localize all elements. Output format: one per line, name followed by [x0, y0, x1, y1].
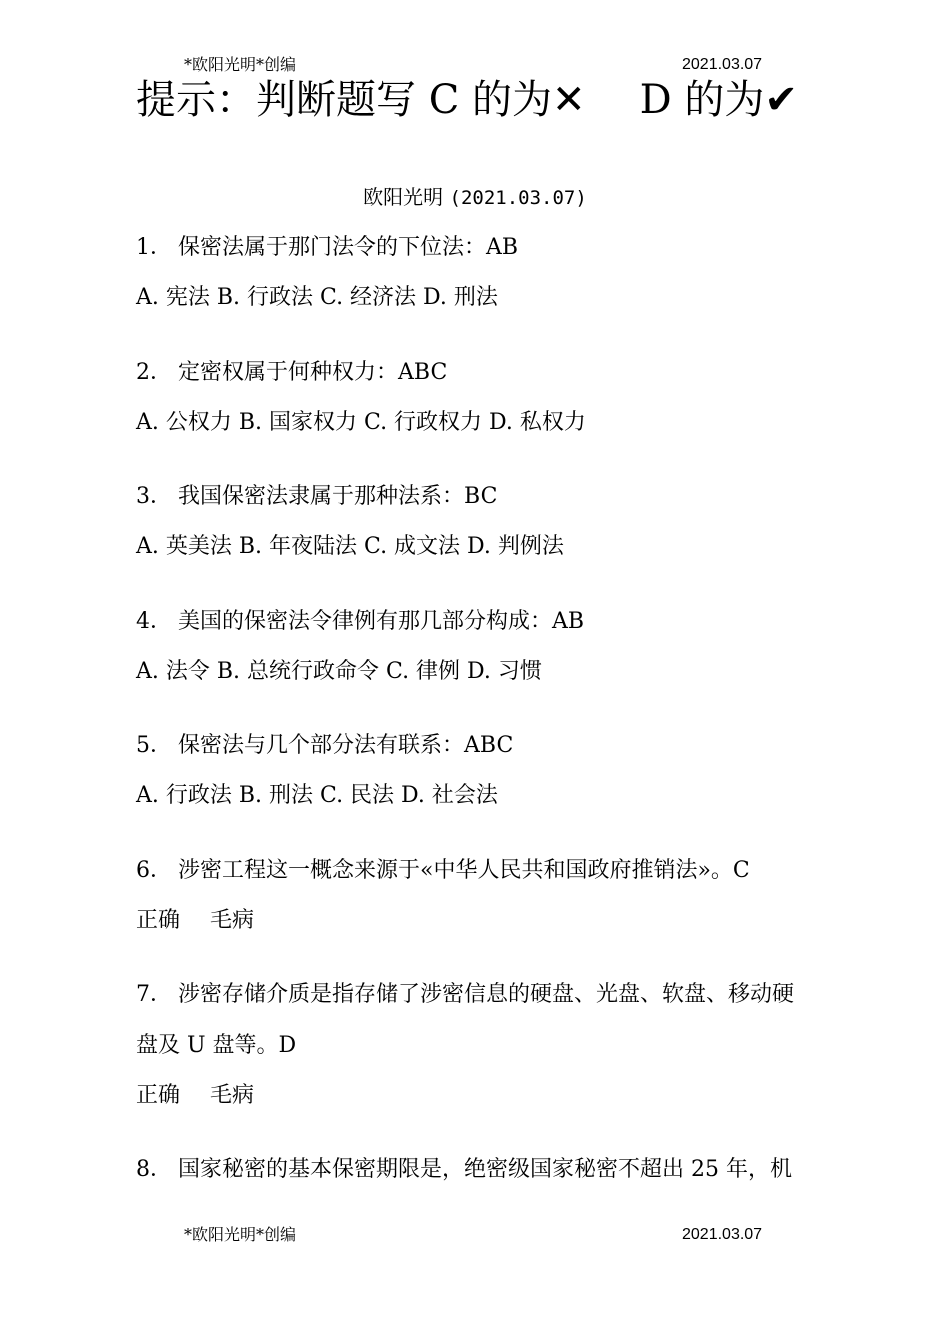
question-7 — [136, 980, 794, 1010]
question-8 — [136, 1155, 792, 1185]
question-4 — [136, 607, 584, 637]
question-number: 4． — [136, 609, 172, 634]
question-text: 保密法属于那门法令的下位法：AB — [178, 235, 519, 260]
question-2-options: A. 公权力 B. 国家权力 C. 行政权力 D. 私权力 — [136, 410, 586, 435]
question-number: 2． — [136, 360, 172, 385]
question-3 — [136, 482, 497, 512]
question-text: 国家秘密的基本保密期限是，绝密级国家秘密不超出 25 年，机 — [178, 1157, 792, 1182]
title-date: (2021.03.07) — [449, 187, 587, 209]
question-1 — [136, 233, 518, 263]
footer-author: *欧阳光明*创编 — [184, 1225, 297, 1244]
document-title — [0, 184, 950, 211]
question-number: 3． — [136, 484, 172, 509]
question-text: 涉密存储介质是指存储了涉密信息的硬盘、光盘、软盘、移动硬 — [178, 982, 795, 1007]
false-option: 毛病 — [210, 1083, 255, 1108]
question-number: 7． — [136, 982, 172, 1007]
question-6 — [136, 856, 750, 886]
question-number: 5． — [136, 733, 172, 758]
question-5 — [136, 731, 513, 761]
true-option: 正确 — [136, 1083, 181, 1108]
question-text: 我国保密法隶属于那种法系：BC — [178, 484, 498, 509]
tip-text: 提示：判断题写 C 的为✕ — [136, 77, 586, 123]
question-1-options: A. 宪法 B. 行政法 C. 经济法 D. 刑法 — [136, 285, 498, 310]
tip-text-2: D 的为✔ — [639, 77, 798, 123]
question-3-options: A. 英美法 B. 年夜陆法 C. 成文法 D. 判例法 — [136, 534, 564, 559]
question-2 — [136, 358, 447, 388]
header-date: 2021.03.07 — [682, 56, 763, 73]
question-5-options: A. 行政法 B. 刑法 C. 民法 D. 社会法 — [136, 783, 498, 808]
question-text: 定密权属于何种权力：ABC — [178, 360, 448, 385]
tip-heading — [136, 74, 798, 126]
true-option: 正确 — [136, 908, 181, 933]
question-number: 1． — [136, 235, 172, 260]
false-option: 毛病 — [210, 908, 255, 933]
question-text: 保密法与几个部分法有联系：ABC — [178, 733, 514, 758]
question-number: 8． — [136, 1157, 172, 1182]
footer-date: 2021.03.07 — [682, 1226, 763, 1243]
question-7-choices — [136, 1081, 254, 1111]
question-6-choices — [136, 906, 254, 936]
title-name: 欧阳光明 — [363, 185, 444, 209]
question-4-options: A. 法令 B. 总统行政命令 C. 律例 D. 习惯 — [136, 659, 542, 684]
header-author: *欧阳光明*创编 — [184, 55, 297, 74]
question-text: 涉密工程这一概念来源于«中华人民共和国政府推销法»。C — [178, 858, 750, 883]
question-number: 6． — [136, 858, 172, 883]
question-text: 美国的保密法令律例有那几部分构成：AB — [178, 609, 585, 634]
question-7-continued: 盘及 U 盘等。D — [136, 1033, 297, 1058]
